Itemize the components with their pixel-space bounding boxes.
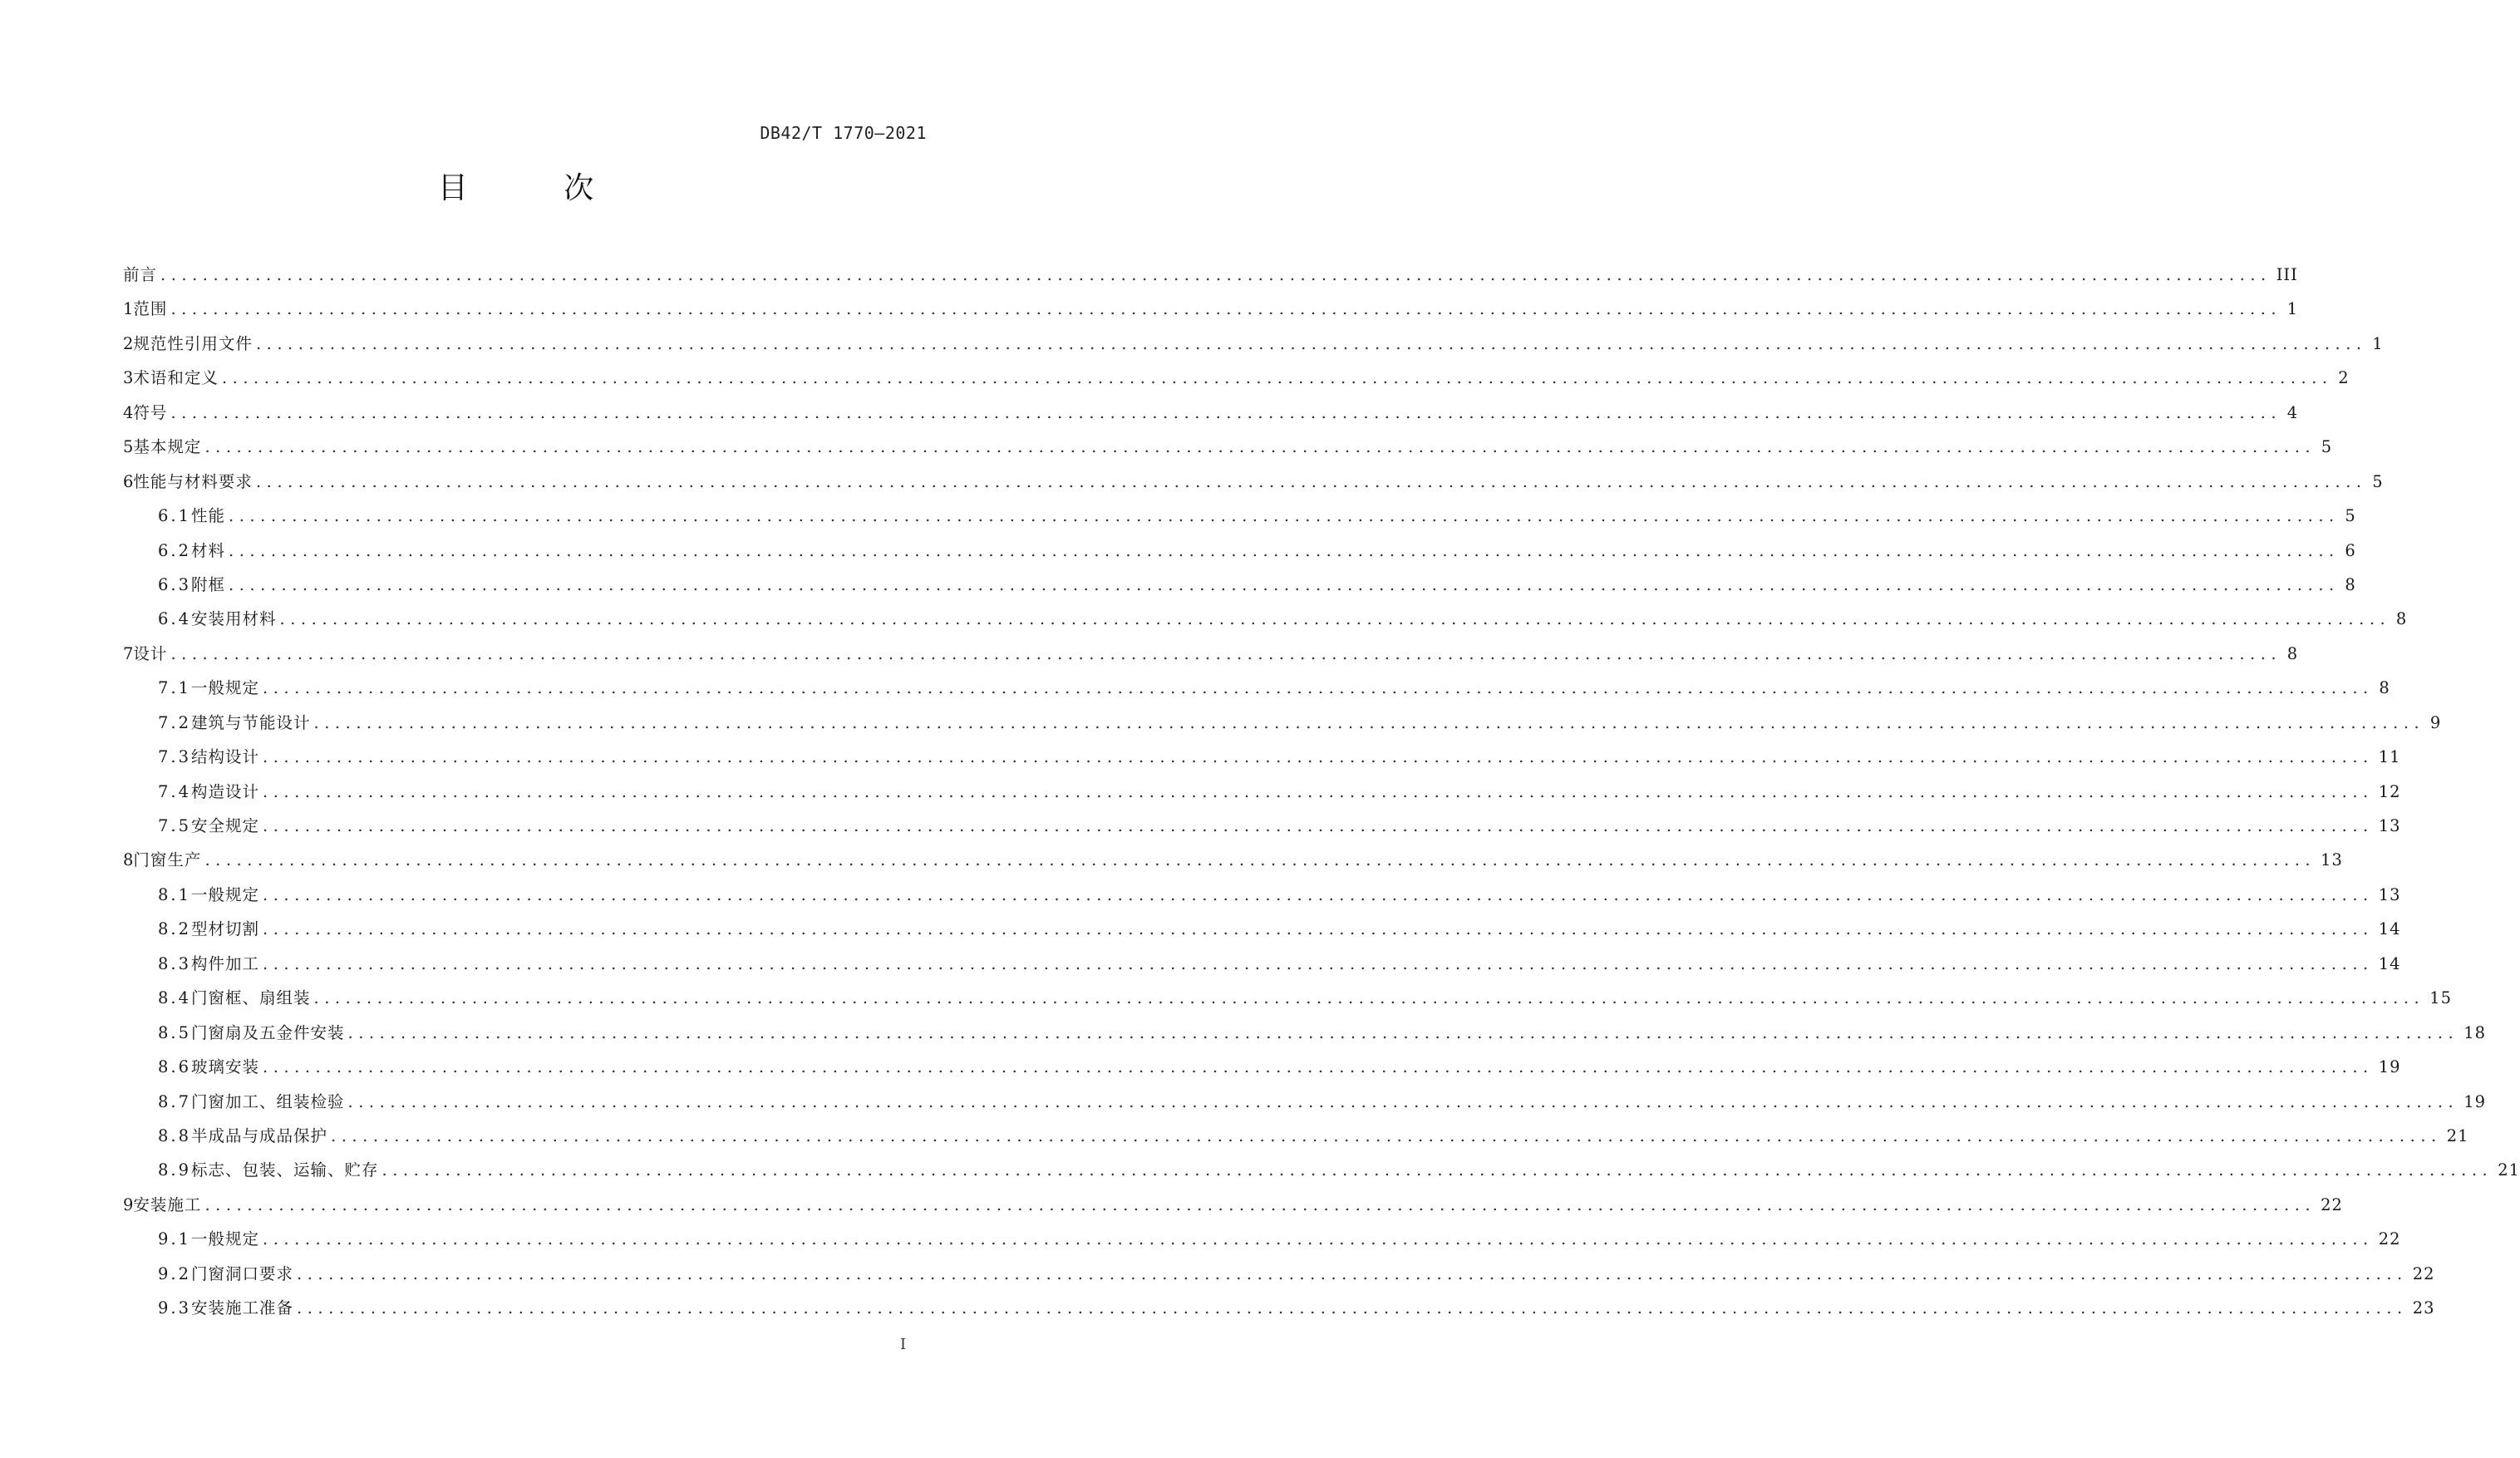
toc-entry[interactable]: [123, 465, 2384, 499]
toc-entry[interactable]: [123, 1085, 2487, 1119]
toc-dot-leader: ........................................................................................................................................................................................................: [347, 1022, 2459, 1042]
toc-dot-leader: ........................................................................................................................................................................................................: [313, 988, 2425, 1008]
toc-entry[interactable]: [123, 361, 2350, 395]
toc-entry-title: 材料: [191, 540, 226, 560]
toc-dot-leader: ........................................................................................................................................................................................................: [229, 540, 2340, 560]
toc-entry[interactable]: [123, 499, 2356, 533]
toc-entry-title: 符号: [133, 402, 168, 422]
toc-dot-leader: ........................................................................................................................................................................................................: [204, 1194, 2316, 1214]
toc-dot-leader: ........................................................................................................................................................................................................: [160, 265, 2271, 284]
table-of-contents: [123, 258, 2520, 1326]
toc-entry-page: 8: [2379, 678, 2390, 698]
toc-entry-number: 8.6: [158, 1057, 192, 1077]
toc-entry-title: 安装施工准备: [191, 1298, 294, 1318]
toc-entry-number: 9.2: [158, 1263, 192, 1283]
toc-entry-number: 9.3: [158, 1298, 192, 1318]
toc-entry-title: 规范性引用文件: [133, 333, 253, 353]
toc-entry-title: 门窗洞口要求: [191, 1263, 294, 1283]
toc-dot-leader: ........................................................................................................................................................................................................: [263, 747, 2374, 767]
toc-entry-page: 4: [2286, 402, 2299, 422]
toc-dot-leader: ........................................................................................................................................................................................................: [170, 402, 2282, 422]
toc-entry[interactable]: [123, 671, 2390, 705]
toc-entry-page: 8: [2345, 574, 2356, 594]
toc-entry-number: 7.2: [158, 712, 192, 732]
toc-entry-page: 12: [2378, 781, 2401, 801]
toc-dot-leader: ........................................................................................................................................................................................................: [229, 574, 2340, 594]
toc-entry-number: 4: [123, 402, 134, 422]
toc-entry-number: 9: [123, 1194, 134, 1214]
toc-entry-number: 8.2: [158, 919, 192, 939]
toc-entry[interactable]: [123, 947, 2401, 981]
toc-entry-page: 13: [2378, 884, 2401, 904]
toc-entry-number: 6.3: [158, 574, 192, 594]
page-title: 目 次: [437, 171, 637, 205]
toc-entry-number: 2: [123, 333, 134, 353]
toc-entry[interactable]: [123, 706, 2442, 740]
toc-entry-title: 安装施工: [133, 1194, 202, 1214]
toc-entry-number: 6: [123, 471, 134, 491]
toc-dot-leader: ........................................................................................................................................................................................................: [297, 1263, 2408, 1283]
toc-dot-leader: ........................................................................................................................................................................................................: [263, 781, 2374, 801]
toc-entry-page: 6: [2345, 540, 2356, 560]
toc-entry-title: 门窗加工、组装检验: [191, 1091, 345, 1111]
toc-dot-leader: ........................................................................................................................................................................................................: [170, 643, 2282, 663]
toc-entry-number: 5: [123, 437, 134, 457]
toc-dot-leader: ........................................................................................................................................................................................................: [263, 953, 2374, 973]
toc-entry-title: 性能与材料要求: [133, 471, 253, 491]
toc-dot-leader: ........................................................................................................................................................................................................: [204, 437, 2316, 457]
toc-entry-number: 6.4: [158, 609, 192, 629]
page-number: I: [900, 1336, 907, 1353]
toc-dot-leader: ........................................................................................................................................................................................................: [229, 506, 2340, 526]
toc-entry-page: 5: [2372, 471, 2384, 491]
toc-dot-leader: ........................................................................................................................................................................................................: [347, 1091, 2459, 1111]
toc-entry-number: 1: [123, 299, 134, 319]
toc-entry-title: 型材切割: [191, 919, 260, 939]
toc-dot-leader: ........................................................................................................................................................................................................: [297, 1298, 2408, 1318]
toc-entry-title: 结构设计: [191, 747, 260, 767]
toc-entry-page: 21: [2498, 1160, 2520, 1180]
toc-entry-page: 5: [2321, 437, 2333, 457]
toc-entry[interactable]: [123, 912, 2401, 946]
toc-entry-title: 基本规定: [133, 437, 202, 457]
toc-entry-number: 8: [123, 850, 134, 870]
toc-entry-page: 14: [2378, 953, 2401, 973]
toc-entry-number: 7: [123, 643, 134, 663]
document-code: DB42/T 1770—2021: [760, 123, 927, 143]
toc-entry-number: 8.7: [158, 1091, 192, 1111]
toc-entry[interactable]: [123, 981, 2453, 1015]
toc-entry-number: 8.4: [158, 988, 192, 1008]
toc-entry-title: 安全规定: [191, 816, 260, 835]
toc-dot-leader: ........................................................................................................................................................................................................: [263, 678, 2374, 698]
toc-entry[interactable]: [123, 637, 2299, 671]
toc-entry-title: 门窗框、扇组装: [191, 988, 311, 1008]
toc-entry-number: 8.1: [158, 884, 192, 904]
toc-dot-leader: ........................................................................................................................................................................................................: [263, 1229, 2374, 1249]
toc-entry[interactable]: [123, 809, 2401, 843]
toc-entry-page: III: [2276, 265, 2298, 284]
toc-entry-title: 一般规定: [191, 678, 260, 698]
toc-entry-title: 安装用材料: [191, 609, 277, 629]
toc-entry-number: 6.2: [158, 540, 192, 560]
toc-entry-page: 22: [2412, 1263, 2435, 1283]
toc-entry-page: 18: [2463, 1022, 2487, 1042]
toc-dot-leader: ........................................................................................................................................................................................................: [221, 368, 2333, 388]
toc-entry-page: 1: [2372, 333, 2384, 353]
toc-entry[interactable]: [123, 568, 2356, 602]
toc-entry-title: 构件加工: [191, 953, 260, 973]
toc-entry-title: 一般规定: [191, 884, 260, 904]
toc-entry[interactable]: [123, 878, 2401, 912]
toc-entry-page: 21: [2446, 1126, 2469, 1145]
toc-entry-page: 13: [2378, 816, 2401, 835]
toc-dot-leader: ........................................................................................................................................................................................................: [331, 1126, 2442, 1145]
toc-entry-number: 7.1: [158, 678, 192, 698]
toc-entry-page: 14: [2378, 919, 2401, 939]
toc-entry-number: 7.4: [158, 781, 192, 801]
toc-dot-leader: ........................................................................................................................................................................................................: [279, 609, 2391, 629]
toc-entry[interactable]: [123, 1050, 2401, 1084]
toc-dot-leader: ........................................................................................................................................................................................................: [381, 1160, 2493, 1180]
toc-entry-number: 9.1: [158, 1229, 192, 1249]
toc-entry-title: 前言: [123, 265, 158, 284]
toc-entry[interactable]: [123, 1188, 2343, 1222]
toc-entry-title: 标志、包装、运输、贮存: [191, 1160, 379, 1180]
toc-dot-leader: ........................................................................................................................................................................................................: [263, 1057, 2374, 1077]
toc-dot-leader: ........................................................................................................................................................................................................: [255, 471, 2367, 491]
toc-entry-number: 8.9: [158, 1160, 192, 1180]
toc-entry[interactable]: [123, 602, 2408, 636]
toc-entry-page: 2: [2338, 368, 2350, 388]
toc-entry[interactable]: [123, 396, 2299, 430]
toc-dot-leader: ........................................................................................................................................................................................................: [204, 850, 2316, 870]
toc-entry-page: 15: [2429, 988, 2453, 1008]
toc-entry[interactable]: [123, 534, 2356, 568]
toc-dot-leader: ........................................................................................................................................................................................................: [313, 712, 2425, 732]
toc-entry-title: 半成品与成品保护: [191, 1126, 328, 1145]
toc-entry-number: 8.8: [158, 1126, 192, 1145]
toc-entry[interactable]: [123, 1291, 2435, 1325]
toc-entry-number: 8.5: [158, 1022, 192, 1042]
toc-entry[interactable]: [123, 843, 2343, 877]
toc-entry-number: 7.3: [158, 747, 192, 767]
toc-entry-title: 范围: [133, 299, 168, 319]
toc-entry-title: 设计: [133, 643, 168, 663]
toc-dot-leader: ........................................................................................................................................................................................................: [255, 333, 2367, 353]
toc-entry-page: 9: [2429, 712, 2442, 732]
toc-dot-leader: ........................................................................................................................................................................................................: [263, 884, 2374, 904]
toc-entry[interactable]: [123, 1119, 2469, 1153]
toc-dot-leader: ........................................................................................................................................................................................................: [263, 816, 2374, 835]
toc-entry-title: 玻璃安装: [191, 1057, 260, 1077]
toc-entry-title: 性能: [191, 506, 226, 526]
toc-entry[interactable]: [123, 740, 2401, 774]
toc-entry[interactable]: [123, 775, 2401, 809]
toc-entry-title: 建筑与节能设计: [191, 712, 311, 732]
toc-entry-number: 3: [123, 368, 134, 388]
toc-entry-title: 附框: [191, 574, 226, 594]
toc-entry[interactable]: [123, 1257, 2435, 1291]
toc-entry-page: 5: [2345, 506, 2356, 526]
toc-entry-number: 8.3: [158, 953, 192, 973]
toc-entry-page: 8: [2395, 609, 2408, 629]
toc-entry[interactable]: [123, 1222, 2401, 1256]
toc-entry-page: 22: [2378, 1229, 2401, 1249]
toc-entry-page: 22: [2321, 1194, 2343, 1214]
toc-entry-page: 13: [2321, 850, 2343, 870]
toc-entry-number: 7.5: [158, 816, 192, 835]
toc-dot-leader: ........................................................................................................................................................................................................: [170, 299, 2282, 319]
toc-entry[interactable]: [123, 430, 2333, 464]
toc-entry-page: 11: [2378, 747, 2401, 767]
toc-entry-page: 23: [2412, 1298, 2435, 1318]
toc-entry[interactable]: [123, 1016, 2487, 1050]
toc-entry[interactable]: [123, 1153, 2520, 1187]
toc-entry-page: 19: [2463, 1091, 2487, 1111]
toc-entry-title: 术语和定义: [133, 368, 219, 388]
toc-entry[interactable]: [123, 258, 2298, 292]
toc-entry[interactable]: [123, 327, 2384, 361]
toc-entry-title: 一般规定: [191, 1229, 260, 1249]
toc-entry-number: 6.1: [158, 506, 192, 526]
toc-entry-title: 构造设计: [191, 781, 260, 801]
toc-entry[interactable]: [123, 292, 2299, 326]
toc-entry-page: 19: [2378, 1057, 2401, 1077]
toc-entry-title: 门窗生产: [133, 850, 202, 870]
toc-entry-page: 8: [2286, 643, 2299, 663]
toc-entry-title: 门窗扇及五金件安装: [191, 1022, 345, 1042]
toc-dot-leader: ........................................................................................................................................................................................................: [263, 919, 2374, 939]
toc-entry-page: 1: [2286, 299, 2299, 319]
